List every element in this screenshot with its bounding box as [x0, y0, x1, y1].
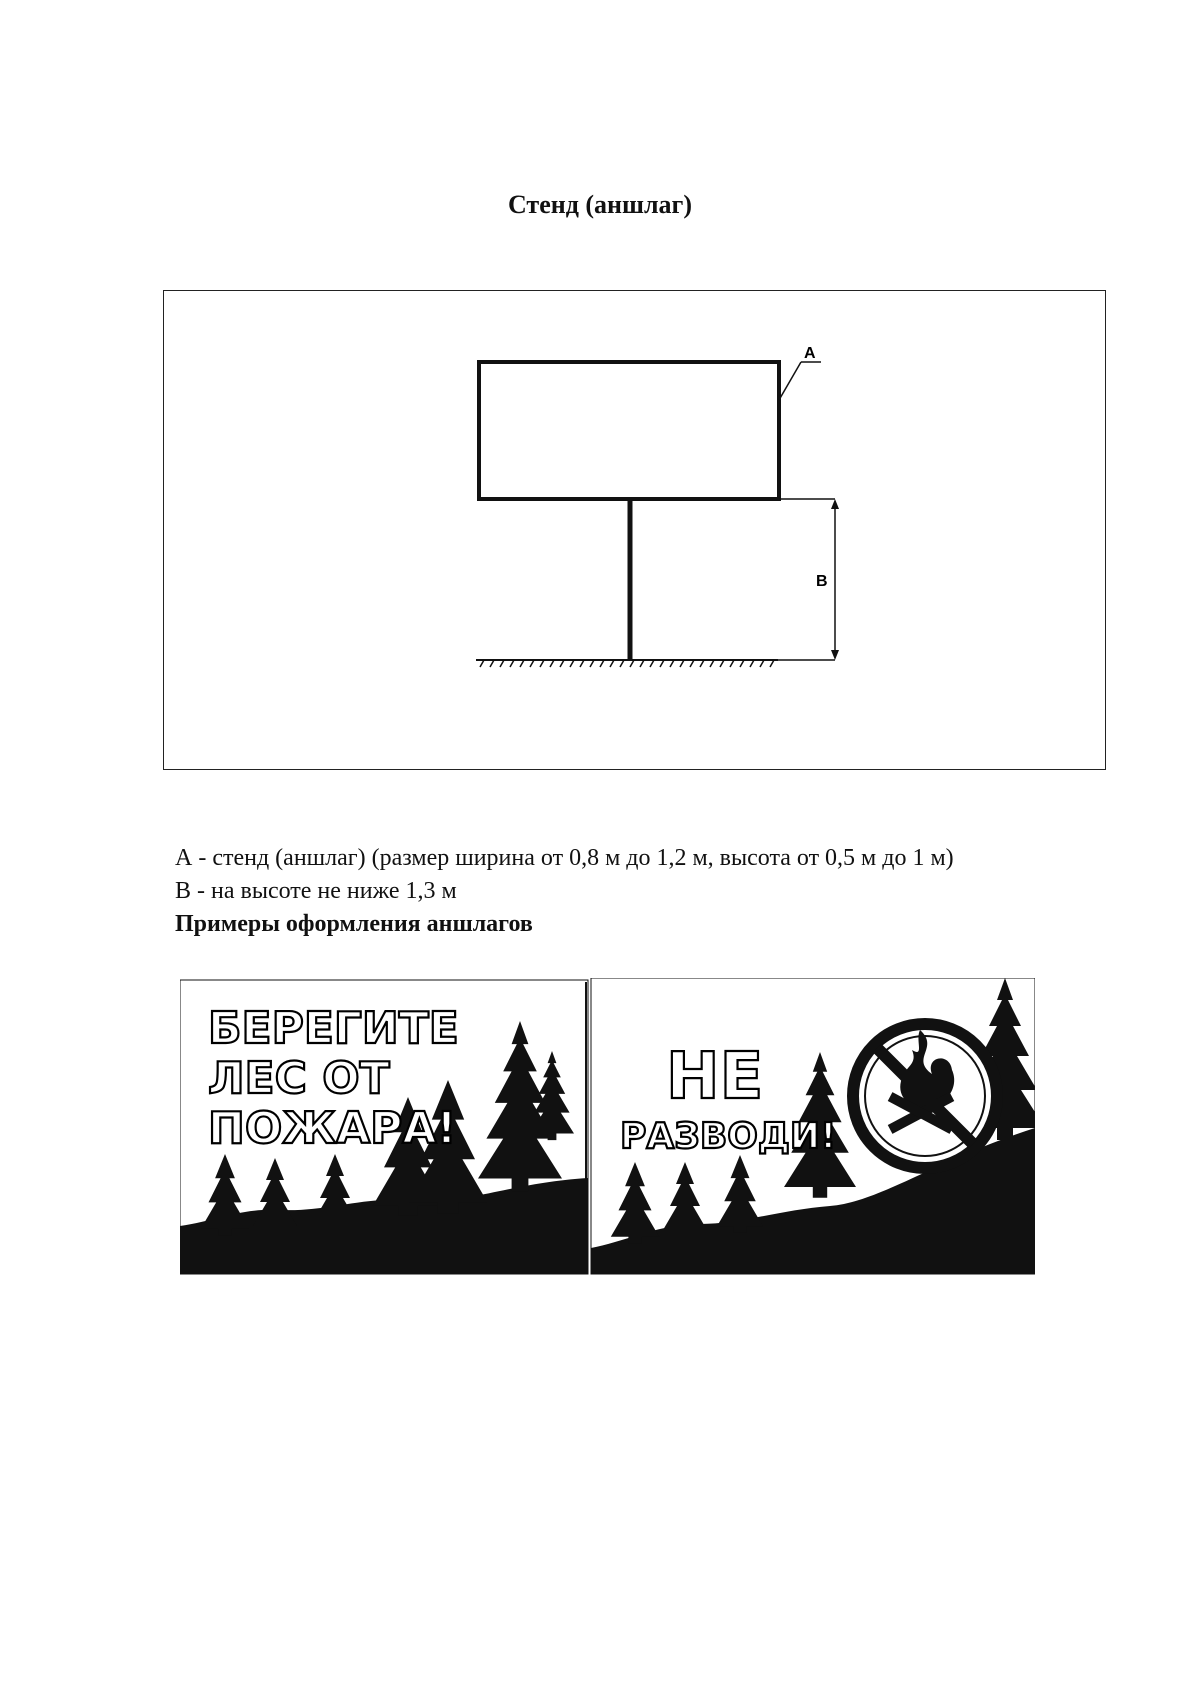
legend [175, 842, 1135, 941]
dimension-arrow-top [831, 499, 839, 509]
sign-examples [180, 978, 1035, 1278]
sign1-line1: БЕРЕГИТЕ [208, 1003, 459, 1054]
label-a-leader [779, 362, 801, 400]
sign1-line3: ПОЖАРА! [208, 1103, 457, 1154]
page-title: Стенд (аншлаг) [507, 190, 693, 219]
sign2-line2: РАЗВОДИ! [620, 1116, 837, 1157]
label-a: А [804, 345, 816, 362]
ground-hatching [480, 660, 774, 667]
sign1-line2: ЛЕС ОТ [208, 1053, 390, 1104]
examples-heading: Примеры оформления аншлагов [175, 911, 533, 937]
stand-diagram [163, 290, 1106, 770]
label-b: В [816, 573, 828, 590]
legend-line-b: В - на высоте не ниже 1,3 м [175, 878, 457, 904]
stand-board [479, 362, 779, 499]
no-campfire-icon [853, 1024, 997, 1168]
sign-protect-forest [180, 980, 588, 1274]
dimension-arrow-bottom [831, 650, 839, 660]
legend-line-a: А - стенд (аншлаг) (размер ширина от 0,8 м до 1,2 м, высота от 0,5 м до 1 м) [175, 845, 954, 871]
sign2-line1: НЕ [666, 1040, 764, 1114]
sign-no-campfire [586, 978, 1035, 1274]
